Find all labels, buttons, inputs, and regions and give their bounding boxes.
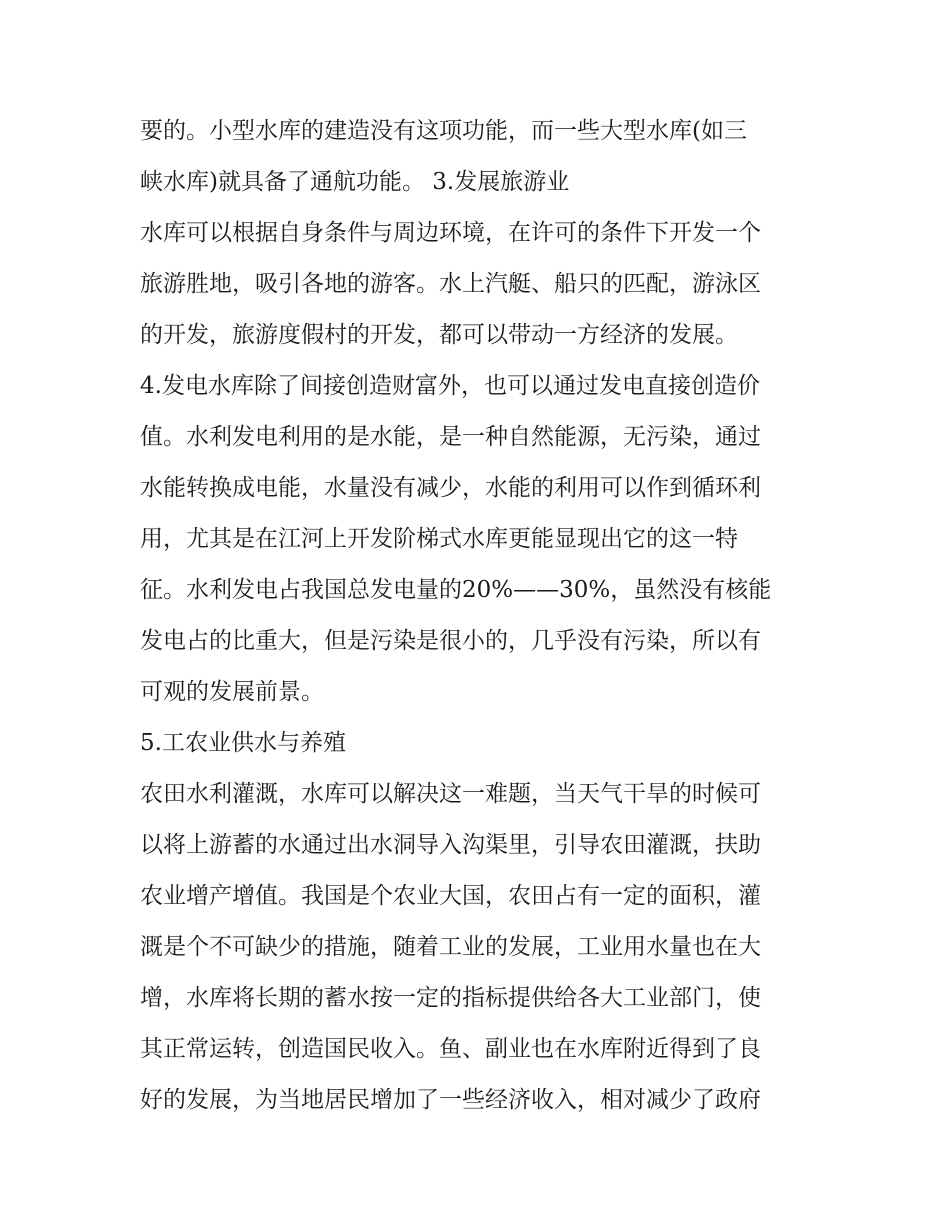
text-line-13: 5.工农业供水与养殖 [140,730,346,756]
text-line-2: 峡水库)就具备了通航功能。 3.发展旅游业 [140,169,570,195]
text-line-4: 旅游胜地，吸引各地的游客。水上汽艇、船只的匹配，游泳区 [140,271,761,297]
text-line-5: 的开发，旅游度假村的开发，都可以带动一方经济的发展。 [140,322,738,348]
text-line-17: 溉是个不可缺少的措施，随着工业的发展，工业用水量也在大 [140,934,761,960]
text-line-7: 值。水利发电利用的是水能，是一种自然能源，无污染，通过 [140,424,761,450]
text-line-6: 4.发电水库除了间接创造财富外，也可以通过发电直接创造价 [140,373,760,399]
text-line-14: 农田水利灌溉，水库可以解决这一难题，当天气干旱的时候可 [140,781,761,807]
text-line-15: 以将上游蓄的水通过出水洞导入沟渠里，引导农田灌溉，扶助 [140,832,761,858]
text-line-1: 要的。小型水库的建造没有这项功能，而一些大型水库(如三 [140,118,747,144]
text-line-9: 用，尤其是在江河上开发阶梯式水库更能显现出它的这一特 [140,526,738,552]
text-line-16: 农业增产增值。我国是个农业大国，农田占有一定的面积，灌 [140,883,761,909]
text-line-11: 发电占的比重大，但是污染是很小的，几乎没有污染，所以有 [140,628,761,654]
text-line-12: 可观的发展前景。 [140,679,324,705]
text-line-8: 水能转换成电能，水量没有减少，水能的利用可以作到循环利 [140,475,761,501]
text-line-3: 水库可以根据自身条件与周边环境，在许可的条件下开发一个 [140,220,761,246]
text-line-18: 增，水库将长期的蓄水按一定的指标提供给各大工业部门，使 [140,985,761,1011]
text-line-19: 其正常运转，创造国民收入。鱼、副业也在水库附近得到了良 [140,1036,761,1062]
text-line-10: 征。水利发电占我国总发电量的20%——30%，虽然没有核能 [140,577,772,603]
text-line-20: 好的发展，为当地居民增加了一些经济收入，相对减少了政府 [140,1087,761,1113]
body-text [140,106,820,1126]
